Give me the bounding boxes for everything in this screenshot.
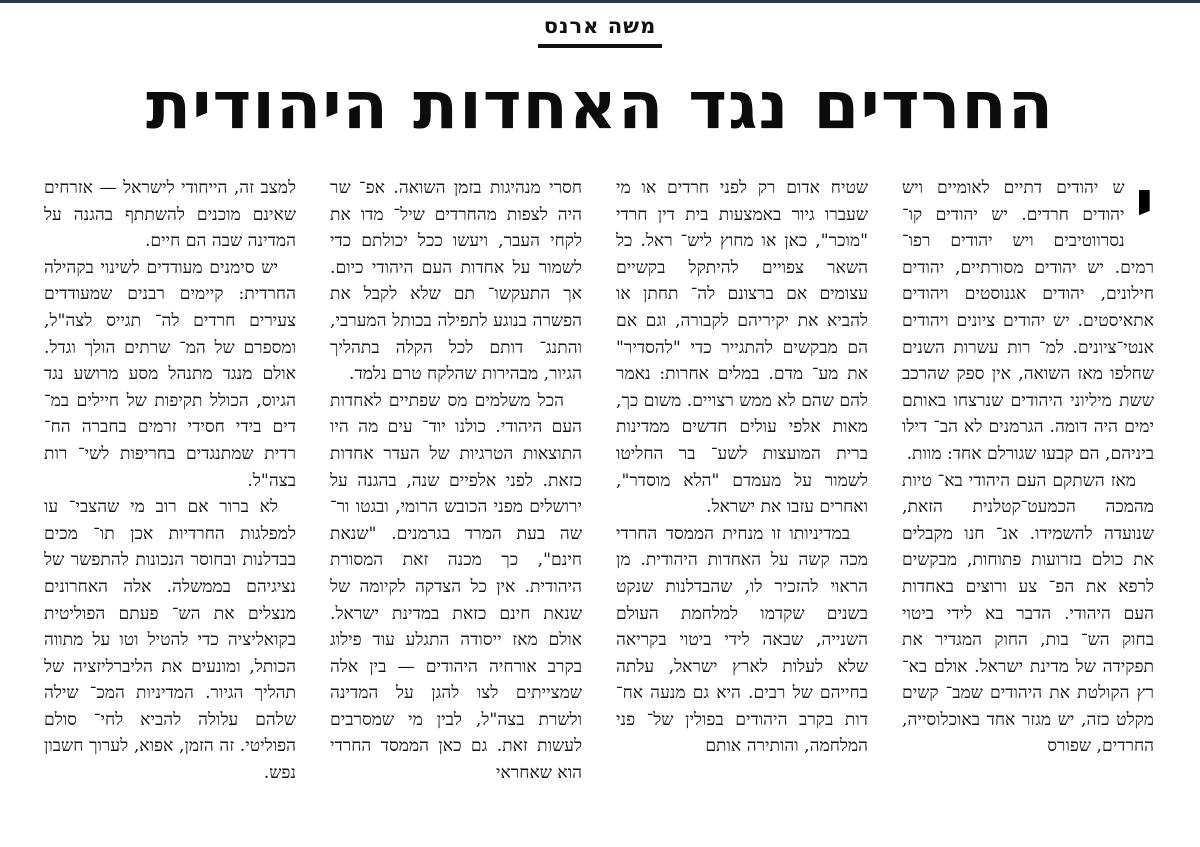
article-body — [44, 175, 1154, 847]
paragraph: הכל משלמים מס שפתיים לאחדות העם היהודי. כולנו יוד־ עים מה היו התוצאות הטרגיות של העדר אחדות כזאת. לפני אלפיים שנה, בהגנה על ירושלים מפני הכובש הרומי, ובגטו ור־ שה בעת המרד בגרמנים. "שנאת חינם", כך מכנה זאת המסורת היהודית. אין כל הצדקה לקיומה של שנאת חינם כזאת במדינת ישראל. אולם מאז ייסודה התגלע עוד פילוג בקרב אורחיה היהודים — בין אלה שמצייתים לצו להגן על המדינה ולשרת בצה"ל, לבין מי שמסרבים לעשות זאת. גם כאן הממסד החרדי הוא שאחראי — [330, 390, 582, 784]
paragraph: יש סימנים מעודדים לשינוי בקהילה החרדית: קיימים רבנים שמעודדים צעירים חרדים לה־ תגייס לצה"ל, ומספרם של המ־ שרתים הולך וגדל. אולם מנגד מתנהל מסע מרושע נגד הגיוס, הכולל תקיפות של חיילים במ־ דים בידי חסידי זרמים בחברה הח־ רדית שמתנגדים בחריפות לשי־ רות בצה"ל. — [44, 257, 296, 491]
column-1 — [902, 175, 1154, 847]
byline: משה ארנס — [538, 14, 663, 48]
column-2 — [616, 175, 868, 847]
paragraph: מאז השתקם העם היהודי בא־ טיות מהמכה הכמעט־קטלנית הזאת, שנועדה להשמידו. אנ־ חנו מקבלים את כולם בזרועות פתוחות, מבקשים לרפא את הפ־ צע ורוצים באחדות העם היהודי. הדבר בא לידי ביטוי בחוק הש־ בות, החוק המגדיר את תפקידה של מדינת ישראל. אולם בא־ רץ הקולטת את היהודים שמב־ קשים מקלט כזה, יש מגזר אחד באוכלוסייה, החרדים, שפורס — [902, 470, 1154, 757]
paragraph: למצב זה, הייחודי לישראל — אזרחים שאינם מוכנים להשתתף בהגנה על המדינה שבה הם חיים. — [44, 178, 296, 252]
paragraph-text: ש יהודים דתיים לאומיים ויש יהודים חרדים. יש יהודים קו־ נסרווטיבים ויש יהודים רפו־ רמים. יש יהודים מסורתיים, יהודים חילונים, יהודים אגנוסטים ויהודים אתאיסטים. יש יהודים ציונים ויהודים אנטי־ציונים. למ־ רות עשרות השנים שחלפו מאז השואה, אין ספק שהרכב ששת מיליוני היהודים שנרצחו באותם ימים היה דומה. הגרמנים לא הב־ דילו ביניהם, הם קבעו שגורלם אחד: מוות. — [902, 178, 1154, 464]
top-rule — [0, 0, 1200, 3]
headline: החרדים נגד האחדות היהודית — [145, 67, 1055, 144]
paragraph: חסרי מנהיגות בזמן השואה. אפ־ שר היה לצפות מהחרדים שיל־ מדו את לקחי העבר, ויעשו ככל יכולתם כדי לשמור על אחדות העם היהודי כיום. אך התעקשו־ תם שלא לקבל את הפשרה בנוגע לתפילה בכותל המערבי, והתנג־ דותם לכל הקלה בתהליך הגיור, מבהירות שהלקח טרם נלמד. — [330, 178, 582, 385]
byline-container — [0, 14, 1200, 48]
paragraph — [902, 175, 1154, 468]
paragraph: שטיח אדום רק לפני חרדים או מי שעברו גיור באמצעות בית דין חרדי "מוכר", כאן או מחוץ ליש־ ראל. כל השאר צפויים להיתקל בקשיים עצומים אם ברצונם לה־ תחתן או להביא את יקיריהם לקבורה, וגם אם הם מבקשים להתגייר כדי "להסדיר" את מע־ מדם. במלים אחרות: נאמר להם שהם לא ממש רצויים. משום כך, מאות אלפי עולים חדשים ממדינות ברית המועצות לשע־ בר החליטו לשמור על מעמדם "הלא מוסדר", ואחרים עזבו את ישראל. — [616, 178, 868, 518]
column-3 — [330, 175, 582, 847]
column-4 — [44, 175, 296, 847]
paragraph: לא ברור אם רוב מי שהצבי־ עו למפלגות החרדיות אכן תו־ מכים בבדלנות ובחוסר הנכונות להתפשר של נציגיהם בממשלה. אלה האחרונים מנצלים את הש־ פעתם הפוליטית בקואליציה כדי להטיל וטו על מתווה הכותל, ומונעים את הליברליזציה של תהליך הגיור. המדיניות המכ־ שילה שלהם עלולה להביא לחי־ סולם הפוליטי. זה הזמן, אפוא, לערוך חשבון נפש. — [44, 497, 296, 784]
paragraph: במדיניותו זו מנחית הממסד החרדי מכה קשה על האחדות היהודית. מן הראוי להזכיר לו, שהבדלנות שנקט בשנים שקדמו למלחמת העולם השנייה, שבאה לידי ביטוי בקריאה שלא לעלות לארץ ישראל, עלתה בחייהם של רבים. היא גם מנעה אח־ דות בקרב היהודים בפולין של־ פני המלחמה, והותירה אותם — [616, 523, 868, 757]
drop-cap: י — [1134, 175, 1154, 242]
